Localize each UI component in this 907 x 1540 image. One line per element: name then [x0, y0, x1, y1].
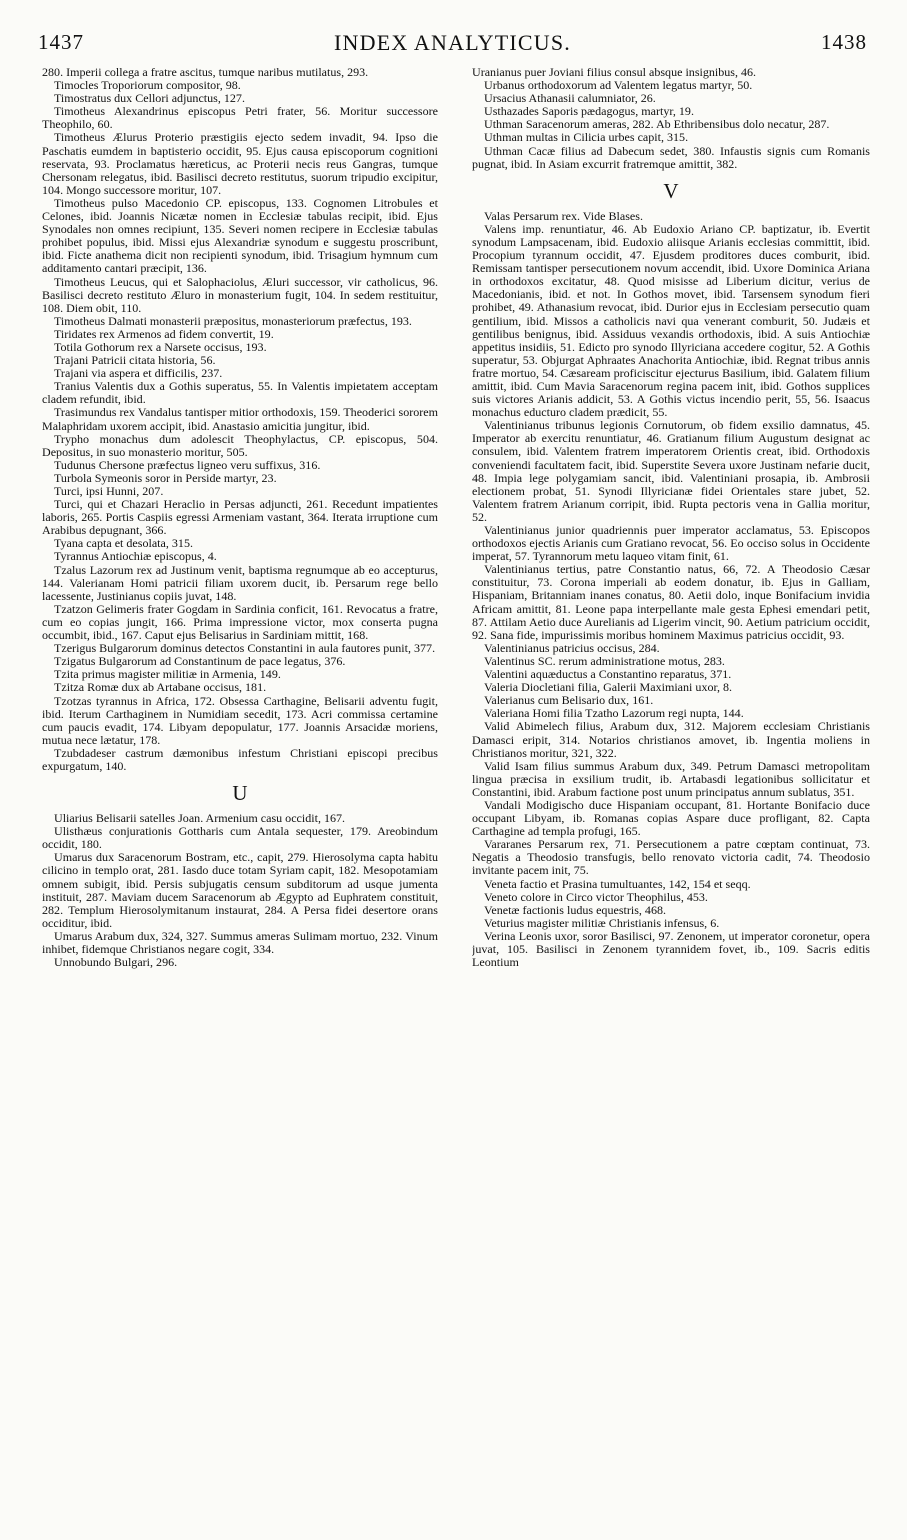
index-entry: Umarus Arabum dux, 324, 327. Summus ameras Sulimam mortuo, 232. Vinum inhibet, fidemque Christianos negare cogit, 334.	[42, 928, 438, 956]
index-entry: Valentinianus tertius, patre Constantio natus, 66, 72. A Theodosio Cæsar constituitur, 73. Corona imperiali ab eodem donatur, ib. Ejus in Galliam, Hispaniam, Britanniam inanes conatus, 80. Aetii dolo, inque Bonifacium invidia Africam amittit, 81. Leone papa interpellante male gesta Ephesi emendari petit, 87. Attilam Aetio duce Aurelianis ad Ligerim vincit, 90. Aetium patricium occidit, 92. Sana fide, impurissimis moribus hominem Maximus patricius occidit, 93.	[472, 562, 870, 642]
index-entry: Timotheus Dalmati monasterii præpositus, monasteriorum præfectus, 193.	[54, 313, 412, 328]
entries-u-continued	[472, 66, 870, 171]
index-entry: Valentinianus patricius occisus, 284.	[484, 640, 660, 655]
index-entry: Veturius magister militiæ Christianis infensus, 6.	[484, 915, 720, 930]
index-entry: Valentinianus junior quadriennis puer imperator acclamatus, 53. Episcopos orthodoxos ejectis Arianis cum Gratiano revocat, 56. Eo occiso solus in Occidente imperat, 57. Tyrannorum metu laqueo vitam finit, 61.	[472, 523, 870, 564]
index-entry: Ulisthæus conjurationis Gottharis cum Antala sequester, 179. Areobindum occidit, 180.	[42, 824, 438, 852]
running-title: INDEX ANALYTICUS.	[334, 30, 571, 55]
index-entry: Valas Persarum rex. Vide Blases.	[484, 208, 643, 223]
index-entry: Uliarius Belisarii satelles Joan. Armenium casu occidit, 167.	[54, 811, 346, 826]
index-entry: Uthman Saracenorum ameras, 282. Ab Ethribensibus dolo necatur, 287.	[484, 117, 830, 132]
index-entry: Trypho monachus dum adolescit Theophylactus, CP. episcopus, 504. Depositus, in suo monasterio moritur, 505.	[42, 431, 438, 459]
right-column	[472, 66, 870, 1528]
index-entry: Unnobundo Bulgari, 296.	[54, 955, 178, 970]
index-entry: Vandali Modigischo duce Hispaniam occupant, 81. Hortante Bonifacio duce occupant Libyam, ib. Romanas copias Aspare duce profligant, 82. Capta Carthagine ad templa profugi, 165.	[472, 797, 870, 839]
index-entry: Tyana capta et desolata, 315.	[54, 536, 193, 551]
index-entry: Trajani Patricii citata historia, 56.	[54, 353, 216, 368]
index-entry: Tiridates rex Armenos ad fidem convertit, 19.	[54, 326, 274, 341]
page-header	[38, 30, 867, 60]
index-entry: Tyrannus Antiochiæ episcopus, 4.	[54, 549, 217, 564]
index-entry: Valeriana Homi filia Tzatho Lazorum regi nupta, 144.	[484, 706, 744, 721]
index-entry: Veneto colore in Circo victor Theophilus, 453.	[484, 889, 708, 904]
index-entry: Tudunus Chersone præfectus ligneo veru suffixus, 316.	[54, 457, 321, 472]
index-entry: Tzubdadeser castrum dæmonibus infestum Christiani episcopi precibus expurgatum, 140.	[42, 745, 438, 773]
index-entry: Tzatzon Gelimeris frater Gogdam in Sardinia conficit, 161. Revocatus a fratre, cum eo copias jungit, 166. Prima impressione victor, mox conserta pugna occumbit, ibid., 167. Caput ejus Belisarius in Sardiniam mittit, 168.	[42, 601, 438, 643]
index-entry: Valerianus cum Belisario dux, 161.	[484, 693, 654, 708]
index-entry: Trasimundus rex Vandalus tantisper mitior orthodoxis, 159. Theoderici sororem Malaphridam uxorem accipit, ibid. Anastasio amicitia jungitur, ibid.	[42, 405, 438, 433]
index-entry: Tzigatus Bulgarorum ad Constantinum de pace legatus, 376.	[54, 654, 346, 669]
index-entry: Tranius Valentis dux a Gothis superatus, 55. In Valentis impietatem acceptam cladem refundit, ibid.	[42, 379, 438, 407]
section-letter-u: U	[232, 781, 248, 806]
index-entry: Valentinus SC. rerum administratione motus, 283.	[484, 653, 725, 668]
section-letter-v: V	[663, 178, 679, 203]
index-entry: Tzitza Romæ dux ab Artabane occisus, 181.	[54, 680, 267, 695]
index-entry: Totila Gothorum rex a Narsete occisus, 193.	[54, 339, 267, 354]
index-entry: Timotheus Ælurus Proterio præstigiis ejecto sedem invadit, 94. Ipso die Paschatis eumdem in baptisterio occidit, 95. Ejus causa episcoporum cognitioni reservata, 93. Proclamatus hæreticus, ac Proterii necis reus Gangras, tumque Chersonam relegatus, ibid. Basilisci decreto restitutus, suorum tripudio excipitur, 104. Mongo successore moritur, 107.	[42, 130, 438, 197]
page-number-left: 1437	[38, 30, 84, 54]
index-entry: Valid Abimelech filius, Arabum dux, 312. Majorem ecclesiam Christianis Damasci eripit, 314. Notarios christianos amovet, ib. Ingentia moliens in Christianos moritur, 321, 322.	[472, 719, 870, 760]
page-number-right: 1438	[821, 30, 867, 54]
left-column	[42, 66, 438, 1528]
index-entry: Tzalus Lazorum rex ad Justinum venit, baptisma regnumque ab eo accepturus, 144. Valerianam Homi patricii filiam uxorem ducit, ib. Persarum rege bello lacessente, Justinianus copiis juvat, 148.	[42, 562, 438, 603]
index-entry: Timotheus Alexandrinus episcopus Petri frater, 56. Moritur successore Theophilo, 60.	[42, 104, 438, 132]
index-entry: Tzotzas tyrannus in Africa, 172. Obsessa Carthagine, Belisarii adventu fugit, ibid. Iterum Carthaginem in Numidiam secedit, 173. Acri commissa certamine cum paucis evadit, 174. Libyam depopulatur, 177. Joannis Arsacidæ moriens, mutua nece lætatur, 178.	[42, 693, 438, 747]
index-entry: Usthazades Saporis pædagogus, martyr, 19.	[484, 104, 694, 119]
index-entry: Valeria Diocletiani filia, Galerii Maximiani uxor, 8.	[484, 680, 733, 695]
index-entry: Uthman Cacæ filius ad Dabecum sedet, 380. Infaustis signis cum Romanis pugnat, ibid. In Asiam excurrit fratremque amittit, 382.	[472, 143, 870, 171]
index-entry: Valid Isam filius summus Arabum dux, 349. Petrum Damasci metropolitam lingua præcisa in exsilium trudit, ib. Artabasdi legationibus sollicitatur et Constantini, ibid. Arabum factione post unum principatus annum sublatus, 351.	[472, 758, 870, 799]
index-entry: Valentinianus tribunus legionis Cornutorum, ob fidem exsilio damnatus, 45. Imperator ab exercitu renuntiatur, 46. Gratianum filium Augustum designat ac consulem, ibid. Valentem fratrem imperatorem Orientis creat, ibid. Orthodoxis conveniendi facultatem facit, ibid. Superstite Severa uxore Justinam nefarie ducit, 48. Impia lege polygamiam sancit, ibid. Valentiniani prosapia, ib. Ambrosii electionem probat, 51. Synodi Illyricianæ fidei Orientales stare jubet, 52. Valentem fratrem Arianum corripit, ibid. Rupta pectoris vena in Gallia moritur, 52.	[472, 418, 870, 524]
index-entry: Uranianus puer Joviani filius consul absque insignibus, 46.	[472, 66, 757, 79]
index-entry: Turci, ipsi Hunni, 207.	[54, 484, 164, 498]
index-entry: 280. Imperii collega a fratre ascitus, tumque naribus mutilatus, 293.	[42, 66, 369, 79]
column-gutter	[453, 70, 454, 1520]
index-entry: Uthman multas in Cilicia urbes capit, 315.	[484, 130, 689, 145]
index-entry: Trajani via aspera et difficilis, 237.	[54, 366, 223, 381]
index-entry: Vararanes Persarum rex, 71. Persecutionem a patre cœptam continuat, 73. Negatis a Theodosio transfugis, bello renovato victoria cadit, 74. Theodosio invitante pacem init, 75.	[472, 837, 870, 878]
entries-u	[42, 812, 438, 969]
index-entry: Valentini aquæductus a Constantino reparatus, 371.	[484, 667, 732, 682]
index-entry: Timocles Troporiorum compositor, 98.	[54, 78, 241, 93]
index-entry: Umarus dux Saracenorum Bostram, etc., capit, 279. Hierosolyma capta habitu cilicino in templo orat, 281. Iasdo duce totam Syriam capit, 182. Mesopotamiam omnem subigit, ibid. Persis subjugatis censum subditorum ad usque jumenta instituit, 287. Maviam ducem Saracenorum ab Ægypto ad Euphratem constituit, 282. Templum Hierosolymitanum instaurat, 284. A Persa fidei desertore orans occiditur, ibid.	[42, 850, 438, 930]
index-entry: Turci, qui et Chazari Heraclio in Persas adjuncti, 261. Recedunt impatientes laboris, 265. Portis Caspiis egressi Armeniam vastant, 364. Iterata irruptione cum Arabibus depugnant, 366.	[42, 497, 438, 538]
index-entry: Timostratus dux Cellori adjunctus, 127.	[54, 91, 245, 106]
entries-v	[472, 210, 870, 969]
index-entry: Veneta factio et Prasina tumultuantes, 142, 154 et seqq.	[484, 876, 751, 891]
index-entry: Venetæ factionis ludus equestris, 468.	[484, 902, 667, 917]
index-entry: Timotheus Leucus, qui et Salophaciolus, Æluri successor, vir catholicus, 96. Basilisci decreto restituto Æluro in monasterium fugit, 104. In sedem restituitur, 108. Diem obit, 110.	[42, 274, 438, 315]
index-entry: Tzerigus Bulgarorum dominus detectos Constantini in aula fautores punit, 377.	[54, 641, 436, 656]
index-entry: Timotheus pulso Macedonio CP. episcopus, 133. Cognomen Litrobules et Celones, ibid. Joannis Nicætæ nomen in Ecclesiæ tabulas recipit, ibid. Ejus Synodales non omnes recipiunt, 135. Severi nomen recipere in Ecclesiæ tabulas prohibet populus, ibid. Missi ejus Alexandriæ synodum e suggestu proscribunt, ibid. Ficte anathema dicit non recipienti synodum, ibid. Trisagium hymnum cum additamento cantari præcipit, 136.	[42, 195, 438, 276]
index-entry: Turbola Symeonis soror in Perside martyr, 23.	[54, 470, 277, 485]
index-entry: Urbanus orthodoxorum ad Valentem legatus martyr, 50.	[484, 78, 753, 93]
index-entry: Verina Leonis uxor, soror Basilisci, 97. Zenonem, ut imperator coronetur, opera juvat, 105. Basilisci in Zenonem tyrannidem fovet, ib., 109. Sacris editis Leontium	[472, 928, 870, 970]
index-entry: Tzita primus magister militiæ in Armenia, 149.	[54, 667, 281, 682]
entries-t	[42, 66, 438, 773]
index-entry: Valens imp. renuntiatur, 46. Ab Eudoxio Ariano CP. baptizatur, ib. Evertit synodum Lampsacenam, ibid. Eudoxio aliisque Arianis ecclesias committit, ibid. Procopium tyrannum occidit, 47. Ejusdem proditores duces comburit, ibid. Remissam tantisper persecutionem novum accendit, ibid. Uxore Dominica Ariana in orthodoxos excitatur, 48. Quod misisse ad Liberium dicitur, verius de Macedonianis, ibid. et not. In Gothos movet, ibid. Tarsensem synodum fieri prohibet, 49. Athanasium revocat, ibid. Durior ejus in Ecclesiam persecutio quam gentilium, ibid. Missos a catholicis navi qua venerant comburit, 50. Judæis et gentilibus benignus, ibid. Assiduus vexandis orthodoxis, ibid. A suis Antiochiæ appetitus insidiis, 51. Edicto pro synodo Illyriciana accedere cogitur, 52. A Gothis superatur, 53. Objurgat Aphraates Anachorita Antiochiæ, ibid. Regnat tribus annis fratre mortuo, 54. Cæsaream proficiscitur ejecturus Basilium, ibid. Galatem filium amittit, ibid. Cum Mavia Saracenorum regina pacem init, ibid. Gothos supplices suis victores Arianis addicit, 53. A Gothis victus incendio perit, 55, 56. Isaacus monachus educturo cladem prædicit, 55.	[472, 221, 870, 420]
index-entry: Ursacius Athanasii calumniator, 26.	[484, 91, 656, 106]
